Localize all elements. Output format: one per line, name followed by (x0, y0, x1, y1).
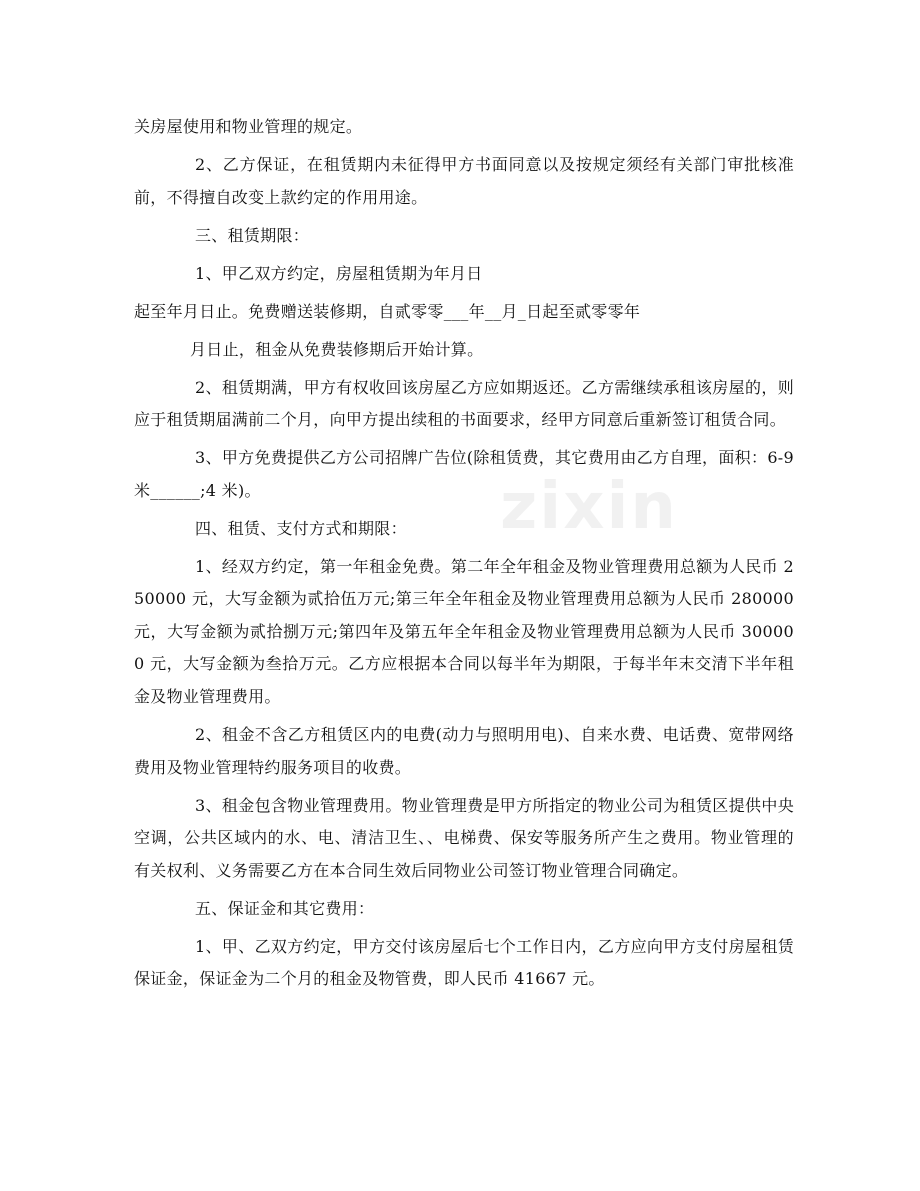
paragraph-lease-term-1: 1、甲乙双方约定，房屋租赁期为年月日 (195, 263, 483, 283)
paragraph-lease-term-2: 2、租赁期满，甲方有权收回该房屋乙方应如期返还。乙方需继续承租该房屋的，则应于租赁期届满前二个月，向甲方提出续租的书面要求，经甲方同意后重新签订租赁合同。 (134, 377, 794, 430)
paragraph-payment-1: 1、经双方约定，第一年租金免费。第二年全年租金及物业管理费用总额为人民币 250000 元，大写金额为贰拾伍万元;第三年全年租金及物业管理费用总额为人民币 280000 元，大写金额为贰拾捌万元;第四年及第五年全年租金及物业管理费用总额为人民币 300000 元，大写金额为叁拾万元。乙方应根据本合同以每半年为期限，于每半年末交清下半年租金及物业管理费用。 (134, 556, 794, 707)
contract-body (134, 111, 794, 1001)
section-heading-payment: 四、租赁、支付方式和期限： (195, 518, 407, 538)
paragraph-lease-term-1-end: 月日止，租金从免费装修期后开始计算。 (190, 339, 484, 359)
paragraph-deposit-1: 1、甲、乙双方约定，甲方交付该房屋后七个工作日内，乙方应向甲方支付房屋租赁保证金，保证金为二个月的租金及物管费，即人民币 41667 元。 (134, 936, 794, 989)
paragraph-lease-term-1-cont: 起至年月日止。免费赠送装修期，自贰零零___年__月_日起至贰零零年 (134, 301, 641, 321)
section-heading-deposit: 五、保证金和其它费用： (195, 898, 375, 918)
paragraph-continuation: 关房屋使用和物业管理的规定。 (134, 117, 363, 136)
section-heading-lease-term: 三、租赁期限： (195, 225, 310, 245)
paragraph-payment-3: 3、租金包含物业管理费用。物业管理费是甲方所指定的物业公司为租赁区提供中央空调，公共区域内的水、电、清洁卫生、、电梯费、保安等服务所产生之费用。物业管理的有关权利、义务需要乙方在本合同生效后同物业公司签订物业管理合同确定。 (134, 795, 794, 880)
paragraph-payment-2: 2、租金不含乙方租赁区内的电费(动力与照明用电)、自来水费、电话费、宽带网络费用及物业管理特约服务项目的收费。 (134, 725, 794, 777)
paragraph-lease-term-3: 3、甲方免费提供乙方公司招牌广告位(除租赁费，其它费用由乙方自理，面积：6-9 米______;4 米)。 (134, 448, 794, 500)
paragraph-clause-2-usage: 2、乙方保证，在租赁期内未征得甲方书面同意以及按规定须经有关部门审批核准前，不得擅自改变上款约定的作用用途。 (134, 154, 794, 207)
watermark-logo: zixin (500, 470, 678, 544)
